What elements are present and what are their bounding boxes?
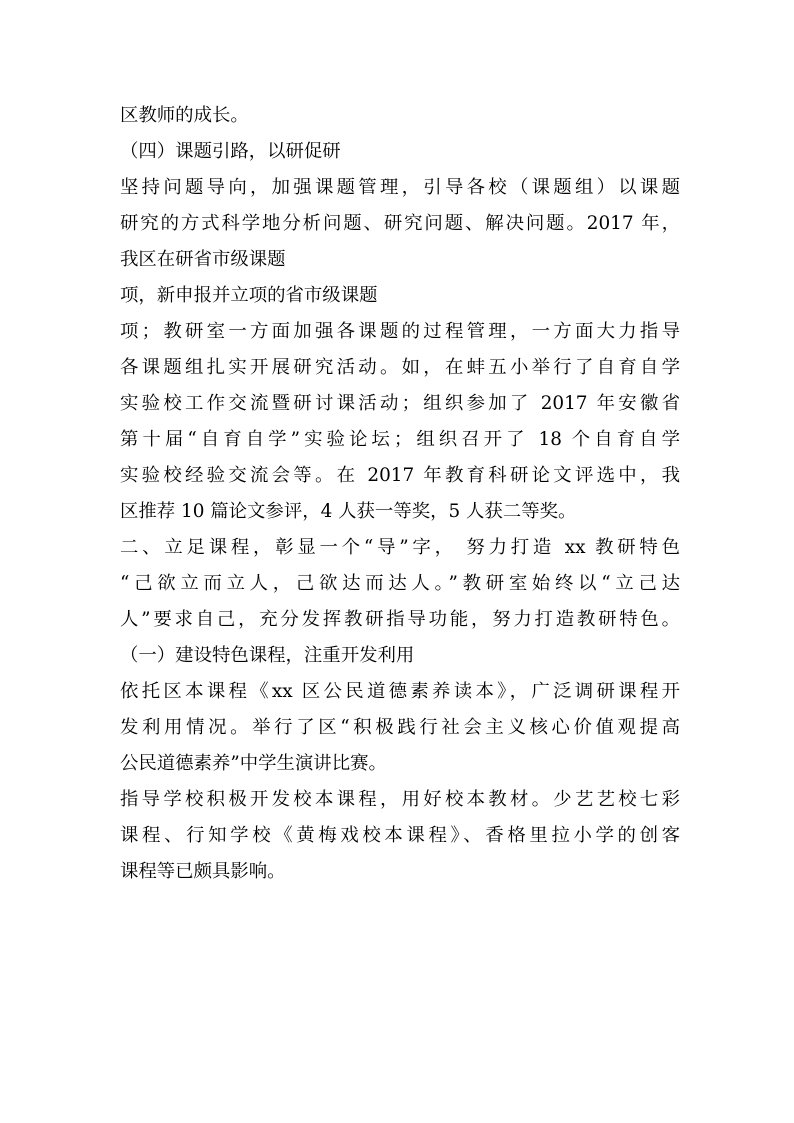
- text-line: 指导学校积极开发校本课程，用好校本教材。少艺艺校七彩: [120, 789, 680, 810]
- text-line: 公民道德素养”中学生演讲比赛。: [120, 753, 387, 774]
- text-line: 实验校工作交流暨研讨课活动；组织参加了 2017 年安徽省: [120, 393, 680, 414]
- document-body: [120, 98, 680, 890]
- text-line: 各课题组扎实开展研究活动。如，在蚌五小举行了自育自学: [120, 357, 680, 378]
- text-line: 实验校经验交流会等。在 2017 年教育科研论文评选中，我: [120, 465, 680, 486]
- text-line: 依托区本课程《xx 区公民道德素养读本》，广泛调研课程开: [120, 681, 680, 702]
- text-line: 坚持问题导向，加强课题管理，引导各校（课题组）以课题: [120, 177, 680, 198]
- text-line: 人”要求自己，充分发挥教研指导功能，努力打造教研特色。: [120, 609, 680, 630]
- text-line: 课程、行知学校《黄梅戏校本课程》、香格里拉小学的创客: [120, 825, 680, 846]
- text-line: “己欲立而立人，己欲达而达人。”教研室始终以“立己达: [120, 573, 680, 594]
- text-line: 项；教研室一方面加强各课题的过程管理，一方面大力指导: [120, 321, 680, 342]
- section-heading: （一）建设特色课程，注重开发利用: [120, 645, 415, 666]
- section-heading: 二、立足课程，彰显一个“导”字， 努力打造 xx 教研特色: [120, 537, 680, 558]
- section-heading: （四）课题引路，以研促研: [120, 141, 341, 162]
- text-line: 区推荐 10 篇论文参评，4 人获一等奖，5 人获二等奖。: [120, 501, 577, 522]
- text-line: 项，新申报并立项的省市级课题: [120, 285, 378, 306]
- text-line: 我区在研省市级课题: [120, 249, 286, 270]
- text-line: 课程等已颇具影响。: [120, 861, 286, 882]
- text-line: 区教师的成长。: [120, 105, 249, 126]
- text-line: 研究的方式科学地分析问题、研究问题、解决问题。2017 年，: [120, 213, 680, 234]
- text-line: 第十届“自育自学”实验论坛；组织召开了 18 个自育自学: [120, 429, 680, 450]
- text-line: 发利用情况。举行了区“积极践行社会主义核心价值观提高: [120, 717, 680, 738]
